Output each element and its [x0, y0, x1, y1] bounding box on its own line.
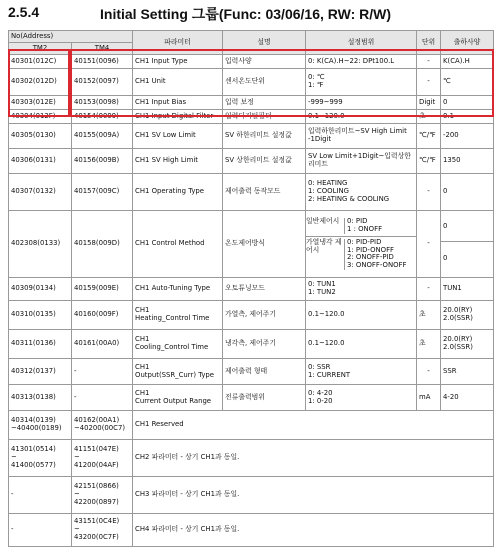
tm2-address: 40310(0135) — [9, 301, 72, 330]
parameter-line: Cooling_Control Time — [135, 343, 209, 351]
parameter-line: Output(SSR_Curr) Type — [135, 370, 215, 379]
range: 0.1~120.0 — [306, 301, 417, 330]
unit: - — [417, 174, 441, 211]
description: SV 하한리미트 설정값 — [223, 124, 306, 149]
description: 전류출력범위 — [223, 385, 306, 411]
no-address-header: No(Address) — [9, 31, 133, 43]
tm4-address: 40155(009A) — [72, 124, 133, 149]
address-line: ~ — [74, 453, 80, 462]
unit-header: 단위 — [417, 31, 441, 55]
parameter: CH2 파라미터 - 상기 CH1과 동일. — [133, 440, 494, 477]
range-option: 1: CURRENT — [308, 370, 351, 379]
default: 1350 — [441, 149, 494, 174]
default: SSR — [441, 359, 494, 385]
range-option: 0: TUN1 — [308, 280, 336, 289]
description: 제어출력 형태 — [223, 359, 306, 385]
parameter-header: 파라미터 — [133, 31, 223, 55]
table-row — [9, 514, 494, 547]
unit: - — [417, 69, 441, 96]
table-row — [9, 110, 494, 124]
address-line: 41400(0577) — [11, 460, 56, 469]
tm4-address — [72, 477, 133, 514]
address-line: ~ — [11, 453, 17, 462]
range-option: 1: PID-ONOFF — [347, 245, 395, 254]
range-option: 0: PID-PID — [347, 237, 382, 246]
default-value: 2.0(SSR) — [443, 343, 473, 351]
tm2-address: 40306(0131) — [9, 149, 72, 174]
description: 냉각측, 제어주기 — [223, 330, 306, 359]
parameter: CH1 Input Digital Filter — [133, 110, 223, 124]
table-row — [9, 359, 494, 385]
range-option: 1 : ONOFF — [347, 224, 383, 233]
default: 0.1 — [441, 110, 494, 124]
table-row — [9, 301, 494, 330]
range: 0: K(CA).H~22: DPt100.L — [306, 55, 417, 69]
tm4-address: 40161(00A0) — [72, 330, 133, 359]
tm2-address: 40312(0137) — [9, 359, 72, 385]
parameter: CH1 Auto-Tuning Type — [133, 278, 223, 301]
default: -200 — [441, 124, 494, 149]
range: -999~999 — [306, 96, 417, 110]
control-method-heat-cool — [306, 237, 416, 271]
range — [306, 174, 417, 211]
tm2-address: 40311(0136) — [9, 330, 72, 359]
range — [306, 359, 417, 385]
tm4-address: 40160(009F) — [72, 301, 133, 330]
description: 입력사양 — [223, 55, 306, 69]
parameter: CH1 SV High Limit — [133, 149, 223, 174]
description: 제어출력 동작모드 — [223, 174, 306, 211]
default: 0 — [441, 96, 494, 110]
default: 0 — [441, 174, 494, 211]
range-option: 0: ℃ — [308, 73, 325, 82]
parameter: CH1 SV Low Limit — [133, 124, 223, 149]
tm2-address: 402308(0133) — [9, 211, 72, 278]
description: 센서온도단위 — [223, 69, 306, 96]
address-line: 41151(047E) — [74, 445, 119, 454]
range — [306, 385, 417, 411]
parameter-line: CH1 — [135, 362, 150, 371]
default-value: 0 — [443, 253, 448, 262]
parameter: CH1 Reserved — [133, 411, 494, 440]
description: 온도제어방식 — [223, 211, 306, 278]
description: 입력 보정 — [223, 96, 306, 110]
tm2-address — [9, 440, 72, 477]
address-line: 43151(0C4E) — [74, 517, 120, 526]
tm2-address: 40303(012E) — [9, 96, 72, 110]
table-row — [9, 440, 494, 477]
tm4-address: 40159(009E) — [72, 278, 133, 301]
range: 0.1~120.0 — [306, 110, 417, 124]
tm2-address: 40309(0134) — [9, 278, 72, 301]
default-header: 출하사양 — [441, 31, 494, 55]
table-header-row — [9, 31, 494, 43]
range-option: 0: PID — [347, 216, 368, 225]
range-option: 2: HEATING & COOLING — [308, 194, 390, 203]
tm4-address: 40153(0098) — [72, 96, 133, 110]
range-option: 1: TUN2 — [308, 288, 336, 296]
control-method-label: 가열냉각 제어시 — [306, 239, 345, 271]
unit: 초 — [417, 330, 441, 359]
tm2-address: - — [9, 514, 72, 547]
default-value: 2.0(SSR) — [443, 314, 473, 322]
address-line: 40314(0139) — [11, 416, 56, 425]
range-option: 0: HEATING — [308, 179, 348, 188]
default-value: 0 — [441, 215, 493, 242]
default — [441, 301, 494, 330]
parameter-line: CH1 — [135, 335, 150, 344]
parameter-line: Heating_Control Time — [135, 314, 210, 322]
parameter: CH1 Input Bias — [133, 96, 223, 110]
range: SV Low Limit+1Digit~입력상한리미트 — [306, 149, 417, 174]
section-title: Initial Setting 그룹(Func: 03/06/16, RW: R/W) — [100, 6, 392, 22]
control-method-general — [306, 218, 416, 237]
tm4-address: 40151(0096) — [72, 55, 133, 69]
address-line: ~40200(00C7) — [74, 424, 126, 432]
tm2-header: TM2 — [9, 43, 72, 55]
tm2-address: 40301(012C) — [9, 55, 72, 69]
tm4-address: 40157(009C) — [72, 174, 133, 211]
tm4-address: 40154(0099) — [72, 110, 133, 124]
default: TUN1 — [441, 278, 494, 301]
tm4-address — [72, 440, 133, 477]
range-option: 0: 4-20 — [308, 388, 333, 397]
tm2-address: 40313(0138) — [9, 385, 72, 411]
unit: 초 — [417, 110, 441, 124]
table-row — [9, 96, 494, 110]
table-row — [9, 278, 494, 301]
tm4-address — [72, 514, 133, 547]
address-line: 41301(0514) — [11, 445, 56, 454]
tm2-address: 40307(0132) — [9, 174, 72, 211]
unit: - — [417, 359, 441, 385]
tm4-address — [72, 411, 133, 440]
address-line: 42200(0897) — [74, 497, 119, 506]
parameter: CH1 Unit — [133, 69, 223, 96]
unit: - — [417, 55, 441, 69]
table-row — [9, 477, 494, 514]
section-number: 2.5.4 — [8, 4, 40, 20]
range — [306, 211, 417, 278]
default-value: 20.0(RY) — [443, 335, 473, 344]
address-line: ~40400(0189) — [11, 424, 62, 432]
range-option: 1: COOLING — [308, 187, 349, 196]
default: 4-20 — [441, 385, 494, 411]
description: SV 상한리미트 설정값 — [223, 149, 306, 174]
parameter-line: CH1 — [135, 306, 150, 315]
unit: Digit — [417, 96, 441, 110]
address-line: 40162(00A1) — [74, 416, 120, 425]
section-header — [8, 2, 492, 28]
table-row — [9, 149, 494, 174]
parameter — [133, 385, 223, 411]
tm2-address — [9, 411, 72, 440]
range-option: 1: 0-20 — [308, 396, 333, 405]
range — [306, 278, 417, 301]
description: 가열측, 제어주기 — [223, 301, 306, 330]
tm2-address: 40305(0130) — [9, 124, 72, 149]
tm4-header: TM4 — [72, 43, 133, 55]
unit: - — [417, 211, 441, 278]
tm2-address: 40302(012D) — [9, 69, 72, 96]
tm2-address: 40304(012F) — [9, 110, 72, 124]
address-line: 41200(04AF) — [74, 460, 119, 469]
unit: ℃/℉ — [417, 149, 441, 174]
parameter — [133, 330, 223, 359]
tm4-address: - — [72, 359, 133, 385]
unit: ℃/℉ — [417, 124, 441, 149]
table-row — [9, 174, 494, 211]
default-value: 20.0(RY) — [443, 306, 473, 315]
default — [441, 211, 494, 278]
parameter — [133, 359, 223, 385]
unit: 초 — [417, 301, 441, 330]
range-header: 설정범위 — [306, 31, 417, 55]
parameter — [133, 301, 223, 330]
range-option: 1: ℉ — [308, 81, 324, 89]
table-row — [9, 211, 494, 278]
parameter: CH1 Operating Type — [133, 174, 223, 211]
range: 입력하한리미트~SV High Limit -1Digit — [306, 124, 417, 149]
default — [441, 330, 494, 359]
parameter: CH3 파라미터 - 상기 CH1과 동일. — [133, 477, 494, 514]
parameter: CH1 Input Type — [133, 55, 223, 69]
register-table — [8, 30, 494, 547]
range-option: 3: ONOFF-ONOFF — [347, 261, 407, 270]
tm4-address: 40156(009B) — [72, 149, 133, 174]
description: 오토튜닝모드 — [223, 278, 306, 301]
table-row — [9, 69, 494, 96]
tm4-address: - — [72, 385, 133, 411]
address-line: 42151(0866) — [74, 482, 119, 491]
parameter-line: CH1 — [135, 388, 150, 397]
address-line: ~ — [74, 490, 80, 499]
table-row — [9, 55, 494, 69]
tm4-address: 40152(0097) — [72, 69, 133, 96]
range — [306, 69, 417, 96]
range-option: 0: SSR — [308, 362, 331, 371]
tm2-address: - — [9, 477, 72, 514]
table-row — [9, 330, 494, 359]
default: K(CA).H — [441, 55, 494, 69]
default: ℃ — [441, 69, 494, 96]
address-line: 43200(0C7F) — [74, 532, 119, 541]
parameter-line: Current Output Range — [135, 396, 212, 405]
address-line: ~ — [74, 525, 80, 534]
description: 입력디지털필터 — [223, 110, 306, 124]
table-row — [9, 124, 494, 149]
parameter: CH1 Control Method — [133, 211, 223, 278]
table-row — [9, 385, 494, 411]
parameter: CH4 파라미터 - 상기 CH1과 동일. — [133, 514, 494, 547]
tm4-address: 40158(009D) — [72, 211, 133, 278]
range-option: 2: ONOFF-PID — [347, 253, 394, 262]
control-method-label: 일반제어시 — [306, 218, 345, 234]
unit: mA — [417, 385, 441, 411]
unit: - — [417, 278, 441, 301]
table-row — [9, 411, 494, 440]
description-header: 설명 — [223, 31, 306, 55]
range: 0.1~120.0 — [306, 330, 417, 359]
